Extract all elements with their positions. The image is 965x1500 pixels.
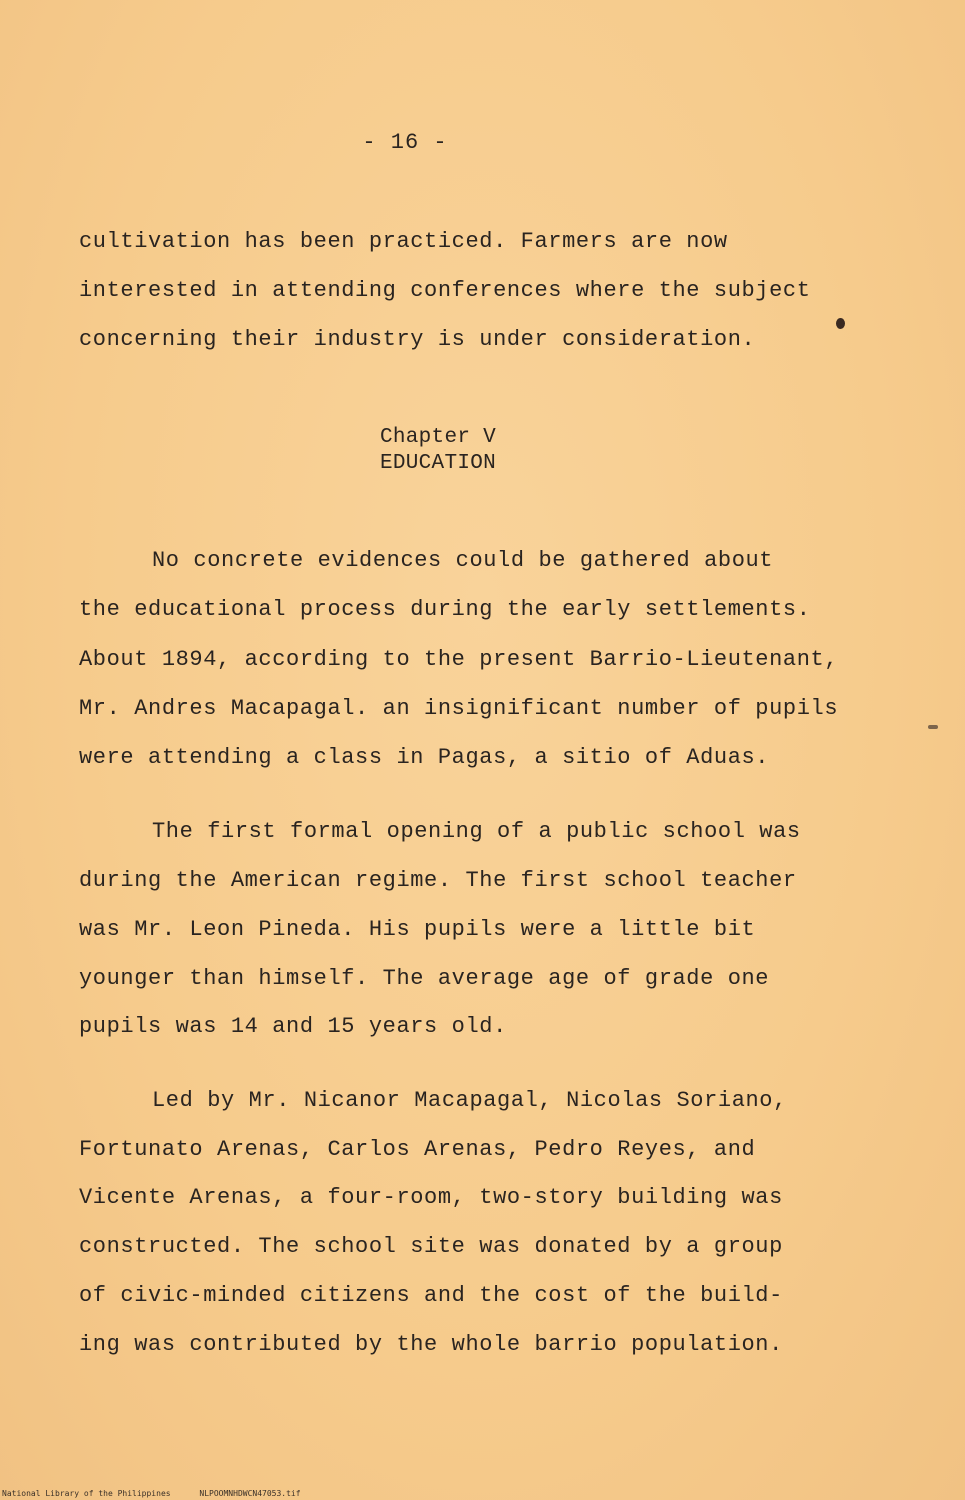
paragraph-1-line-5: were attending a class in Pagas, a sitio of Aduas. [79, 745, 770, 770]
paragraph-3-line-2: Fortunato Arenas, Carlos Arenas, Pedro Reyes, and [79, 1137, 756, 1162]
footer-filename: NLPOOMNHDWCN47053.tif [199, 1489, 301, 1498]
chapter-title: Chapter V [379, 426, 497, 449]
paragraph-2-line-5: pupils was 14 and 15 years old. [79, 1014, 507, 1039]
footer-source: National Library of the Philippines [2, 1489, 171, 1498]
intro-line-3: concerning their industry is under consideration. [79, 327, 756, 352]
paragraph-3-line-4: constructed. The school site was donated by a group [79, 1234, 783, 1259]
paragraph-3-line-3: Vicente Arenas, a four-room, two-story building was [79, 1185, 783, 1210]
paragraph-2-line-3: was Mr. Leon Pineda. His pupils were a little bit [79, 917, 756, 942]
paragraph-1-line-2: the educational process during the early settlements. [79, 597, 811, 622]
paragraph-3-line-6: ing was contributed by the whole barrio population. [79, 1332, 783, 1357]
paragraph-2-line-2: during the American regime. The first school teacher [79, 868, 797, 893]
intro-line-2: interested in attending conferences where the subject [79, 278, 811, 303]
paragraph-2-line-4: younger than himself. The average age of grade one [79, 966, 770, 991]
ink-mark [928, 725, 938, 729]
ink-blot [836, 318, 845, 329]
paragraph-3-line-5: of civic-minded citizens and the cost of the build- [79, 1283, 783, 1308]
intro-line-1: cultivation has been practiced. Farmers are now [79, 229, 728, 254]
chapter-subtitle: EDUCATION [379, 452, 497, 475]
paragraph-3-line-1: Led by Mr. Nicanor Macapagal, Nicolas Soriano, [152, 1088, 787, 1113]
paragraph-1-line-4: Mr. Andres Macapagal. an insignificant number of pupils [79, 696, 839, 721]
paragraph-2-line-1: The first formal opening of a public school was [152, 819, 801, 844]
paragraph-1-line-3: About 1894, according to the present Barrio-Lieutenant, [79, 647, 839, 672]
paragraph-1-line-1: No concrete evidences could be gathered about [152, 548, 774, 573]
page-number: - 16 - [362, 130, 448, 155]
scan-footer [2, 1489, 301, 1498]
